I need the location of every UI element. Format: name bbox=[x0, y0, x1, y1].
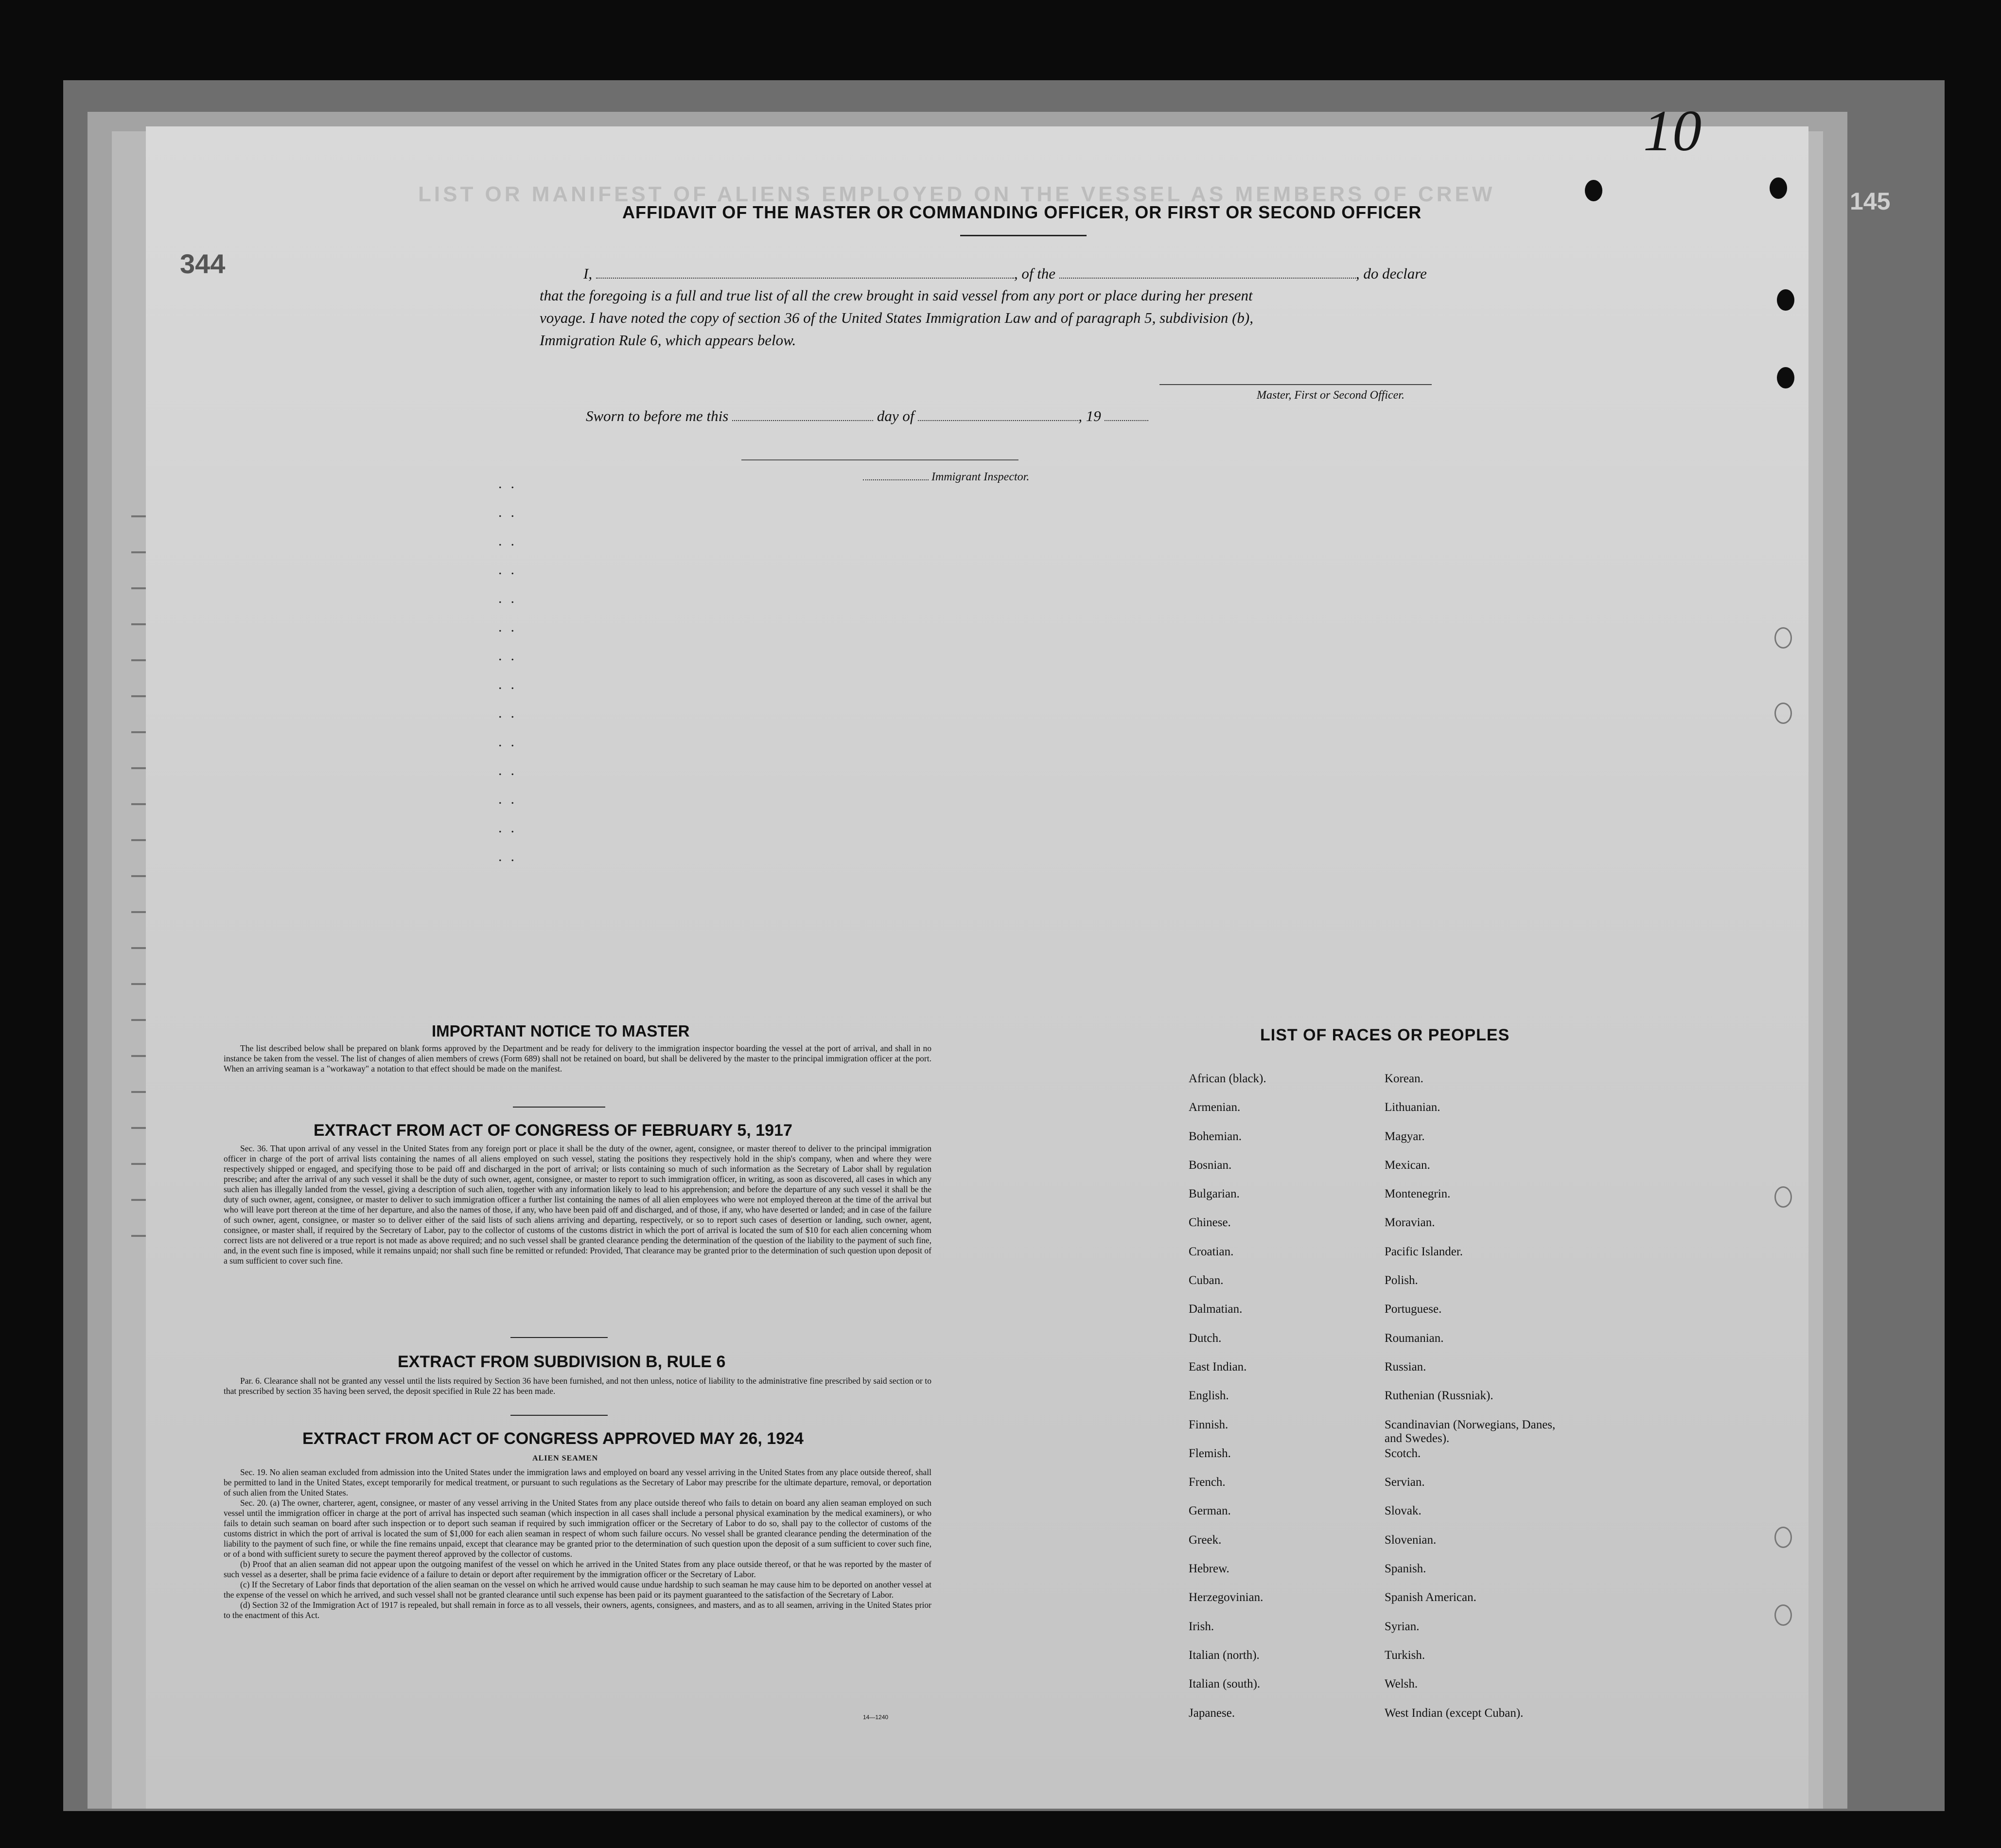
sworn-line bbox=[586, 407, 1148, 425]
race-item: Korean. bbox=[1385, 1072, 1423, 1085]
race-item: Russian. bbox=[1385, 1360, 1426, 1373]
vessel-blank[interactable] bbox=[1059, 278, 1356, 279]
race-item: English. bbox=[1189, 1389, 1229, 1403]
bleed-through-text: LIST OR MANIFEST OF ALIENS EMPLOYED ON THE VESSEL AS MEMBERS OF CREW bbox=[418, 182, 1495, 206]
sworn-year-blank[interactable] bbox=[1105, 420, 1148, 421]
races-right-column bbox=[1385, 1072, 1560, 1735]
race-item: Turkish. bbox=[1385, 1648, 1425, 1662]
race-item: Roumanian. bbox=[1385, 1331, 1444, 1345]
race-item: Hebrew. bbox=[1189, 1562, 1229, 1576]
race-item: Magyar. bbox=[1385, 1129, 1425, 1143]
race-item: Greek. bbox=[1189, 1533, 1222, 1547]
race-item: Dutch. bbox=[1189, 1331, 1222, 1345]
inspector-label: Immigrant Inspector. bbox=[931, 471, 1030, 483]
race-item: Slovenian. bbox=[1385, 1533, 1437, 1547]
extract-1924-title: EXTRACT FROM ACT OF CONGRESS APPROVED MAY 26, 1924 bbox=[302, 1429, 804, 1448]
par-6-paragraph: Par. 6. Clearance shall not be granted any vessel until the lists required by Section 36 have been furnished, and not then unless, notice of liability to the administrative fine prescribed by said section or to that prescribed by section 35 having been served, the deposit specified in Rule 22 has been made. bbox=[224, 1376, 931, 1396]
notice-body bbox=[224, 1043, 931, 1074]
race-item: Mexican. bbox=[1385, 1158, 1430, 1172]
section-rule bbox=[513, 1107, 605, 1108]
sec-36-paragraph: Sec. 36. That upon arrival of any vessel in the United States from any foreign port or place it shall be the duty of the owner, agent, consignee, or master thereof to deliver to the principal immigration officer in charge of the port of arrival lists containing the names of all aliens employed on such vessel, stating the positions they respectively hold in the ship's company, when and where they were respectively shipped or engaged, and specifying those to be paid off and discharged in the port of arrival; or lists containing so much of such information as the Secretary of Labor shall by regulation prescribe; and after the arrival of any such vessel it shall be the duty of such owner, agent, consignee, or master to report to such immigration officer, in writing, as soon as discovered, all cases in which any such alien has illegally landed from the vessel, giving a description of such alien, together with any information likely to lead to his apprehension; and before the departure of any such vessel it shall be the duty of such owner, agent, consignee, or master to deliver to such immigration officer a further list containing the names of all alien employees who were not employed thereon at the time of the arrival but who will leave port thereon at the time of her departure, and also the names of those, if any, who have been paid off and discharged, and of those, if any, who have deserted or landed; and in case of the failure of such owner, agent, consignee, or master so to deliver either of the said lists of such aliens arriving and departing, respectively, or so to report such cases of desertion or landing, such owner, agent, consignee, or master shall, if required by the Secretary of Labor, pay to the collector of customs of the customs district in which the port of arrival is located the sum of $10 for each alien concerning whom correct lists are not delivered or a true report is not made as above required; and no such vessel shall be granted clearance pending the determination of the question of the liability to the payment of such fine, and, in the event such fine is imposed, while it remains unpaid; nor shall such fine be remitted or refunded: Provided, That clearance may be granted prior to the determination of such question upon deposit of a sum sufficient to cover such fine. bbox=[224, 1144, 931, 1266]
race-item: Dalmatian. bbox=[1189, 1302, 1243, 1316]
inspector-signature-line[interactable] bbox=[741, 459, 1018, 460]
title-rule bbox=[960, 235, 1087, 236]
notice-paragraph: The list described below shall be prepared on blank forms approved by the Department and be ready for delivery to the immigration inspector boarding the vessel at the port of arrival, and shall in no instance be taken from the vessel. The list of changes of alien members of crews (Form 689) shall not be retained on board, but shall be delivered by the master to the principal immigration officer at the port. When an arriving seaman is a "workaway" a notation to that effect should be made on the manifest. bbox=[224, 1043, 931, 1074]
race-item: Spanish. bbox=[1385, 1562, 1426, 1576]
race-item: Irish. bbox=[1189, 1619, 1214, 1633]
affidavit-line-1 bbox=[583, 265, 1427, 282]
punch-hole bbox=[1774, 627, 1792, 649]
extract-1924-body bbox=[224, 1467, 931, 1620]
punch-hole bbox=[1774, 1186, 1792, 1208]
race-item: Polish. bbox=[1385, 1274, 1418, 1287]
race-item: Flemish. bbox=[1189, 1446, 1231, 1460]
race-item: Spanish American. bbox=[1385, 1591, 1476, 1604]
race-item: West Indian (except Cuban). bbox=[1385, 1706, 1524, 1720]
race-item: African (black). bbox=[1189, 1072, 1266, 1085]
race-item: Japanese. bbox=[1189, 1706, 1235, 1720]
race-item: German. bbox=[1189, 1504, 1231, 1518]
race-item: Finnish. bbox=[1189, 1418, 1229, 1431]
race-item: Chinese. bbox=[1189, 1216, 1231, 1230]
race-item: Ruthenian (Russniak). bbox=[1385, 1389, 1493, 1403]
race-item: Pacific Islander. bbox=[1385, 1245, 1463, 1258]
side-mark: 344 bbox=[180, 248, 226, 279]
punch-hole bbox=[1774, 1527, 1792, 1548]
affidavit-declare: , do declare bbox=[1355, 265, 1427, 282]
margin-ticks bbox=[131, 481, 146, 1259]
race-item: Scandinavian (Norwegians, Danes, and Swedes). bbox=[1385, 1418, 1556, 1445]
sec-20c-paragraph: (c) If the Secretary of Labor finds that deportation of the alien seaman on the vessel on which he arrived would cause undue hardship to such seaman he may cause him to be deported on another vessel at the expense of the vessel on which he arrived, and such vessel shall not be granted clearance until such expense has been paid or its payment guaranteed to the satisfaction of the Secretary of Labor. bbox=[224, 1580, 931, 1600]
extract-1917-body bbox=[224, 1144, 931, 1266]
sec-20a-paragraph: Sec. 20. (a) The owner, charterer, agent, consignee, or master of any vessel arriving in the United States from any place outside thereof who fails to detain on board any alien seaman employed on such vessel until the immigration officer in charge at the port of arrival has inspected such seaman (which inspection in all cases shall include a personal physical examination by the medical examiners), or who fails to detain such seaman on board after such inspection or to deport such seaman if required by such immigration officer or the Secretary of Labor to do so, shall pay to the collector of customs of the customs district in which the port of arrival is located the sum of $1,000 for each alien seaman in respect of whom such failure occurs. No vessel shall be granted clearance pending the determination of the liability to the payment of such fine, or while the fine remains unpaid, except that clearance may be granted prior to the determination of such question upon the deposit of a sum sufficient to cover such fine, or of a bond with sufficient surety to secure the payment thereof approved by the collector of customs. bbox=[224, 1498, 931, 1559]
race-item: Slovak. bbox=[1385, 1504, 1422, 1518]
race-item: Armenian. bbox=[1189, 1101, 1241, 1114]
race-item: Bulgarian. bbox=[1189, 1187, 1240, 1201]
race-item: Italian (south). bbox=[1189, 1677, 1261, 1691]
punch-hole bbox=[1777, 367, 1794, 388]
affidavit-line-2: that the foregoing is a full and true list of all the crew brought in said vessel from any port or place during her present bbox=[540, 287, 1253, 304]
race-item: Bosnian. bbox=[1189, 1158, 1232, 1172]
punch-hole bbox=[1770, 177, 1787, 199]
affidavit-of-the: , of the bbox=[1014, 265, 1056, 282]
race-item: Montenegrin. bbox=[1385, 1187, 1451, 1201]
signature-line[interactable] bbox=[1159, 384, 1432, 385]
section-rule bbox=[510, 1415, 608, 1416]
section-rule bbox=[510, 1337, 608, 1338]
race-item: Welsh. bbox=[1385, 1677, 1418, 1691]
inspector-blank[interactable] bbox=[863, 479, 929, 480]
race-item: Italian (north). bbox=[1189, 1648, 1260, 1662]
punch-hole bbox=[1774, 1604, 1792, 1626]
sworn-day: day of bbox=[877, 407, 914, 424]
punch-hole bbox=[1774, 703, 1792, 724]
sworn-month-blank[interactable] bbox=[918, 420, 1078, 421]
alien-seamen-subtitle: ALIEN SEAMEN bbox=[532, 1454, 598, 1462]
inspector-line bbox=[863, 471, 1029, 484]
affidavit-i: I, bbox=[583, 265, 593, 282]
race-item: East Indian. bbox=[1189, 1360, 1247, 1373]
sec-20d-paragraph: (d) Section 32 of the Immigration Act of 1917 is repealed, but shall remain in force as to all vessels, their owners, agents, consignees, and masters, and as to all seamen, arriving in the United States prior to the enactment of this Act. bbox=[224, 1600, 931, 1620]
subdivision-title: EXTRACT FROM SUBDIVISION B, RULE 6 bbox=[398, 1353, 726, 1371]
race-item: Scotch. bbox=[1385, 1446, 1421, 1460]
sec-19-paragraph: Sec. 19. No alien seaman excluded from admission into the United States under the immigration laws and employed on board any vessel arriving in the United States from any place outside thereof, shall be permitted to land in the United States, except temporarily for medical treatment, or pursuant to such regulations as the Secretary of Labor may prescribe for the ultimate departure, removal, or deportation of such alien from the United States. bbox=[224, 1467, 931, 1497]
race-item: French. bbox=[1189, 1476, 1226, 1489]
sworn-prefix: Sworn to before me this bbox=[586, 407, 729, 424]
affidavit-line-4: Immigration Rule 6, which appears below. bbox=[540, 332, 796, 349]
race-item: Bohemian. bbox=[1189, 1129, 1242, 1143]
punch-hole bbox=[1585, 180, 1602, 201]
sworn-year: , 19 bbox=[1078, 407, 1101, 424]
race-item: Lithuanian. bbox=[1385, 1101, 1440, 1114]
sec-20b-paragraph: (b) Proof that an alien seaman did not appear upon the outgoing manifest of the vessel on which he arrived in the United States from any place outside thereof, or that he was reported by the master of such vessel as a deserter, shall be prima facie evidence of a failure to detain or deport after requirement by the immigration officer or the Secretary of Labor. bbox=[224, 1559, 931, 1579]
signature-label: Master, First or Second Officer. bbox=[1257, 389, 1404, 402]
subdivision-body bbox=[224, 1376, 931, 1396]
affidavit-line-3: voyage. I have noted the copy of section 36 of the United States Immigration Law and of paragraph 5, subdivision (b), bbox=[540, 309, 1253, 326]
races-title: LIST OF RACES OR PEOPLES bbox=[1260, 1026, 1510, 1044]
extract-1917-title: EXTRACT FROM ACT OF CONGRESS OF FEBRUARY 5, 1917 bbox=[314, 1121, 792, 1140]
punch-hole bbox=[1777, 289, 1794, 311]
sworn-day-blank[interactable] bbox=[732, 420, 873, 421]
race-item: Syrian. bbox=[1385, 1619, 1420, 1633]
race-item: Cuban. bbox=[1189, 1274, 1224, 1287]
race-item: Croatian. bbox=[1189, 1245, 1234, 1258]
race-item: Portuguese. bbox=[1385, 1302, 1442, 1316]
form-number: 14—1240 bbox=[863, 1714, 889, 1721]
affidavit-title: AFFIDAVIT OF THE MASTER OR COMMANDING OFFICER, OR FIRST OR SECOND OFFICER bbox=[622, 202, 1422, 222]
name-blank[interactable] bbox=[596, 278, 1014, 279]
race-item: Moravian. bbox=[1385, 1216, 1435, 1230]
dot-column: .. .. .. .. .. .. .. .. .. .. .. .. .. .. bbox=[498, 475, 523, 864]
notice-title: IMPORTANT NOTICE TO MASTER bbox=[432, 1022, 690, 1040]
corner-scrawl: 10 bbox=[1643, 98, 1702, 163]
races-left-column bbox=[1189, 1072, 1266, 1735]
page-number: 145 bbox=[1850, 188, 1891, 215]
race-item: Herzegovinian. bbox=[1189, 1591, 1264, 1604]
race-item: Servian. bbox=[1385, 1476, 1425, 1489]
